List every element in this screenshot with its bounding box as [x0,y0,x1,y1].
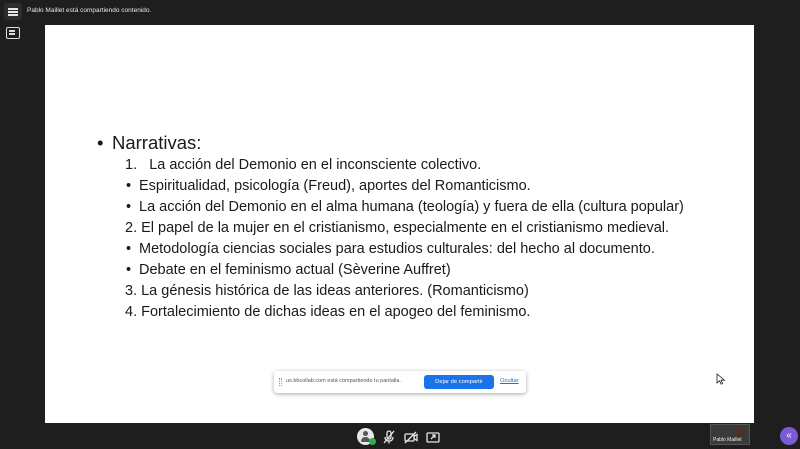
list-item [97,198,737,216]
list-marker: 1. [125,157,138,173]
open-panel-button[interactable]: « [780,427,798,445]
captions-icon[interactable] [6,27,20,39]
list-item [97,261,737,279]
share-content-icon[interactable] [425,429,441,445]
hide-link[interactable]: Ocultar [500,378,519,384]
microphone-muted-icon[interactable] [381,429,397,445]
status-indicator-icon [369,438,376,445]
list-item-text: La acción del Demonio en el alma humana (teología) y fuera de ella (cultura popular) [139,199,684,215]
participant-video [736,426,746,437]
list-item-text: 4. Fortalecimiento de dichas ideas en el apogeo del feminismo. [125,304,531,320]
hamburger-icon-line [8,14,18,16]
list-item-text: Metodología ciencias sociales para estudios culturales: del hecho al documento. [139,241,655,257]
list-item [97,177,737,195]
camera-off-icon[interactable] [403,429,419,445]
hamburger-icon-line [8,11,18,13]
list-item [97,240,737,258]
slide-heading: • Narrativas: [97,132,737,154]
bottom-control-bar [0,425,800,449]
sharing-notice: Pablo Maillet está compartiendo contenido. [27,7,152,14]
mouse-cursor-icon [716,373,726,385]
share-message: us.bbcollab.com está compartiendo tu pantalla. [286,378,401,384]
participant-tile[interactable] [710,424,750,445]
list-item-text: Debate en el feminismo actual (Sèverine Auffret) [139,262,451,278]
stop-sharing-button[interactable]: Dejar de compartir [424,375,494,389]
list-item [97,156,737,174]
participant-name: Pablo Maillet [713,437,742,443]
list-item-text: La acción del Demonio en el inconsciente colectivo. [149,157,482,173]
menu-button[interactable] [4,3,22,20]
list-item [97,282,737,300]
list-item [97,303,737,321]
top-bar [0,0,800,24]
list-item-text: 2. El papel de la mujer en el cristianismo, especialmente en el cristianismo medieval. [125,220,670,236]
hamburger-icon-line [8,8,18,10]
list-item-text: Espiritualidad, psicología (Freud), aportes del Romanticismo. [139,178,531,194]
list-item-text: 3. La génesis histórica de las ideas anteriores. (Romanticismo) [125,283,529,299]
shared-slide [45,25,754,423]
screen-share-bar [274,371,526,393]
slide-content [97,132,737,324]
drag-handle-icon[interactable] [279,378,282,386]
list-item [97,219,737,237]
